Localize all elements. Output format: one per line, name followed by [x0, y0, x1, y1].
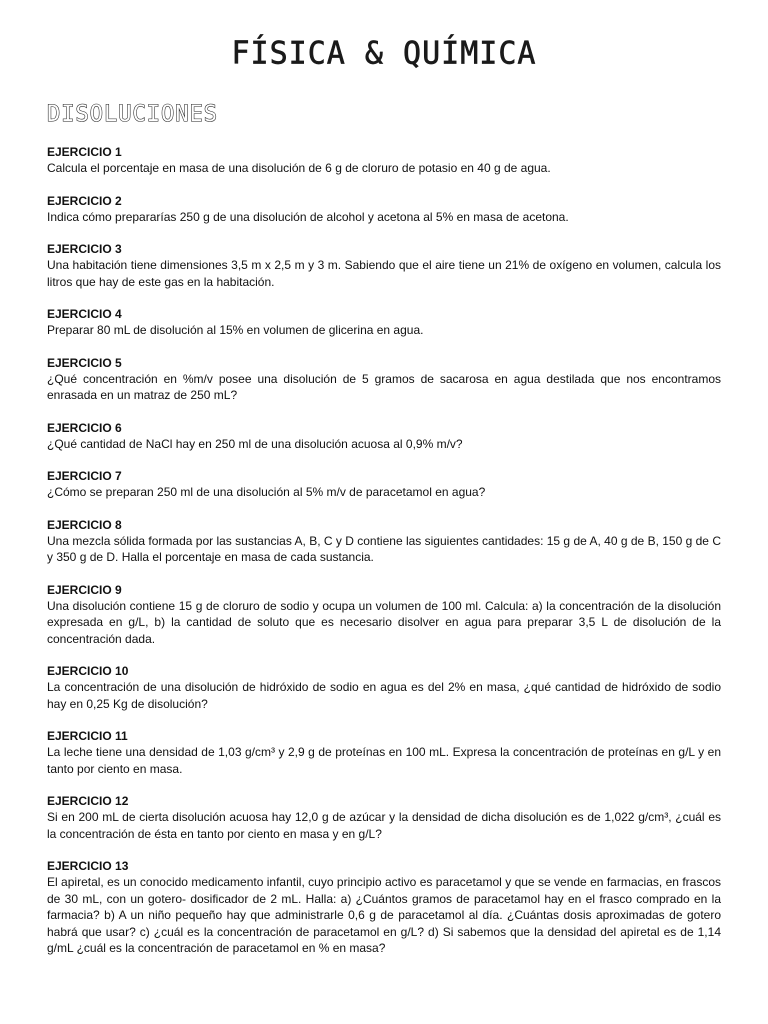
exercise-item: [47, 468, 721, 501]
exercise-item: [47, 241, 721, 290]
exercise-heading: EJERCICIO 7: [47, 469, 122, 483]
exercise-text: El apiretal, es un conocido medicamento infantil, cuyo principio activo es paracetamol y que se vende en farmacias, en frascos de 30 mL, con un gotero- dosificador de 2 mL. Halla: a) ¿Cuántos gramos de paracetamol hay en el frasco comprado en la farmacia? b) A un niño pequeño hay que administrarle 0,6 g de paracetamol al día. ¿Cuántas dosis aproximadas de gotero habrá que usar? c) ¿cuál es la concentración de paracetamol en g/L? d) Si sabemos que la densidad del apiretal es de 1,14 g/mL ¿cuál es la concentración de paracetamol en % en masa?: [47, 875, 721, 955]
exercise-text: Una disolución contiene 15 g de cloruro de sodio y ocupa un volumen de 100 ml. Calcula: a) la concentración de la disolución expresada en g/L, b) la cantidad de soluto que es necesario disolver en agua para preparar 3,5 L de disolución de la concentración dada.: [47, 598, 721, 646]
exercise-heading: EJERCICIO 11: [47, 729, 128, 743]
page-title: FÍSICA & QUÍMICA: [231, 35, 537, 72]
exercise-list: [47, 144, 721, 973]
exercise-item: [47, 420, 721, 453]
exercise-heading: EJERCICIO 5: [47, 355, 122, 370]
exercise-item: [47, 728, 721, 777]
exercise-heading: EJERCICIO 13: [47, 859, 129, 873]
exercise-text: Una habitación tiene dimensiones 3,5 m x 2,5 m y 3 m. Sabiendo que el aire tiene un 21% de oxígeno en volumen, calcula los litros que hay de este gas en la habitación.: [47, 258, 721, 289]
exercise-text: ¿Cómo se preparan 250 ml de una disolución al 5% m/v de paracetamol en agua?: [47, 485, 486, 499]
exercise-heading: EJERCICIO 10: [47, 664, 129, 678]
exercise-text: Si en 200 mL de cierta disolución acuosa hay 12,0 g de azúcar y la densidad de dicha disolución es de 1,022 g/cm³, ¿cuál es la concentración de ésta en tanto por ciento en masa y en g/L?: [47, 810, 721, 841]
exercise-item: [47, 582, 721, 648]
exercise-text: ¿Qué concentración en %m/v posee una disolución de 5 gramos de sacarosa en agua destilada que nos encontramos enrasada en un matraz de 250 mL?: [47, 371, 721, 402]
exercise-heading: EJERCICIO 4: [47, 307, 122, 321]
exercise-heading: EJERCICIO 9: [47, 582, 122, 597]
exercise-heading: EJERCICIO 3: [47, 242, 122, 256]
exercise-item: [47, 858, 721, 957]
exercise-item: [47, 355, 721, 404]
exercise-text: Preparar 80 mL de disolución al 15% en volumen de glicerina en agua.: [47, 323, 424, 337]
exercise-item: [47, 793, 721, 842]
exercise-item: [47, 306, 721, 339]
exercise-item: [47, 517, 721, 566]
exercise-heading: EJERCICIO 12: [47, 794, 129, 808]
exercise-text: La concentración de una disolución de hidróxido de sodio en agua es del 2% en masa, ¿qué cantidad de hidróxido de sodio hay en 0,25 Kg de disolución?: [47, 680, 721, 711]
exercise-item: [47, 193, 721, 226]
exercise-text: La leche tiene una densidad de 1,03 g/cm³ y 2,9 g de proteínas en 100 mL. Expresa la concentración de proteínas en g/L y en tanto por ciento en masa.: [47, 745, 721, 776]
exercise-heading: EJERCICIO 6: [47, 420, 122, 435]
exercise-text: Calcula el porcentaje en masa de una disolución de 6 g de cloruro de potasio en 40 g de agua.: [47, 161, 551, 175]
exercise-text: Una mezcla sólida formada por las sustancias A, B, C y D contiene las siguientes cantidades: 15 g de A, 40 g de B, 150 g de C y 350 g de D. Halla el porcentaje en masa de cada sustancia.: [47, 533, 721, 564]
section-heading: DISOLUCIONES: [47, 102, 218, 127]
exercise-heading: EJERCICIO 1: [47, 145, 122, 159]
exercise-item: [47, 144, 721, 177]
exercise-text: Indica cómo prepararías 250 g de una disolución de alcohol y acetona al 5% en masa de acetona.: [47, 209, 569, 224]
exercise-heading: EJERCICIO 8: [47, 517, 122, 532]
exercise-heading: EJERCICIO 2: [47, 193, 122, 208]
exercise-text: ¿Qué cantidad de NaCl hay en 250 ml de una disolución acuosa al 0,9% m/v?: [47, 436, 463, 451]
exercise-item: [47, 663, 721, 712]
